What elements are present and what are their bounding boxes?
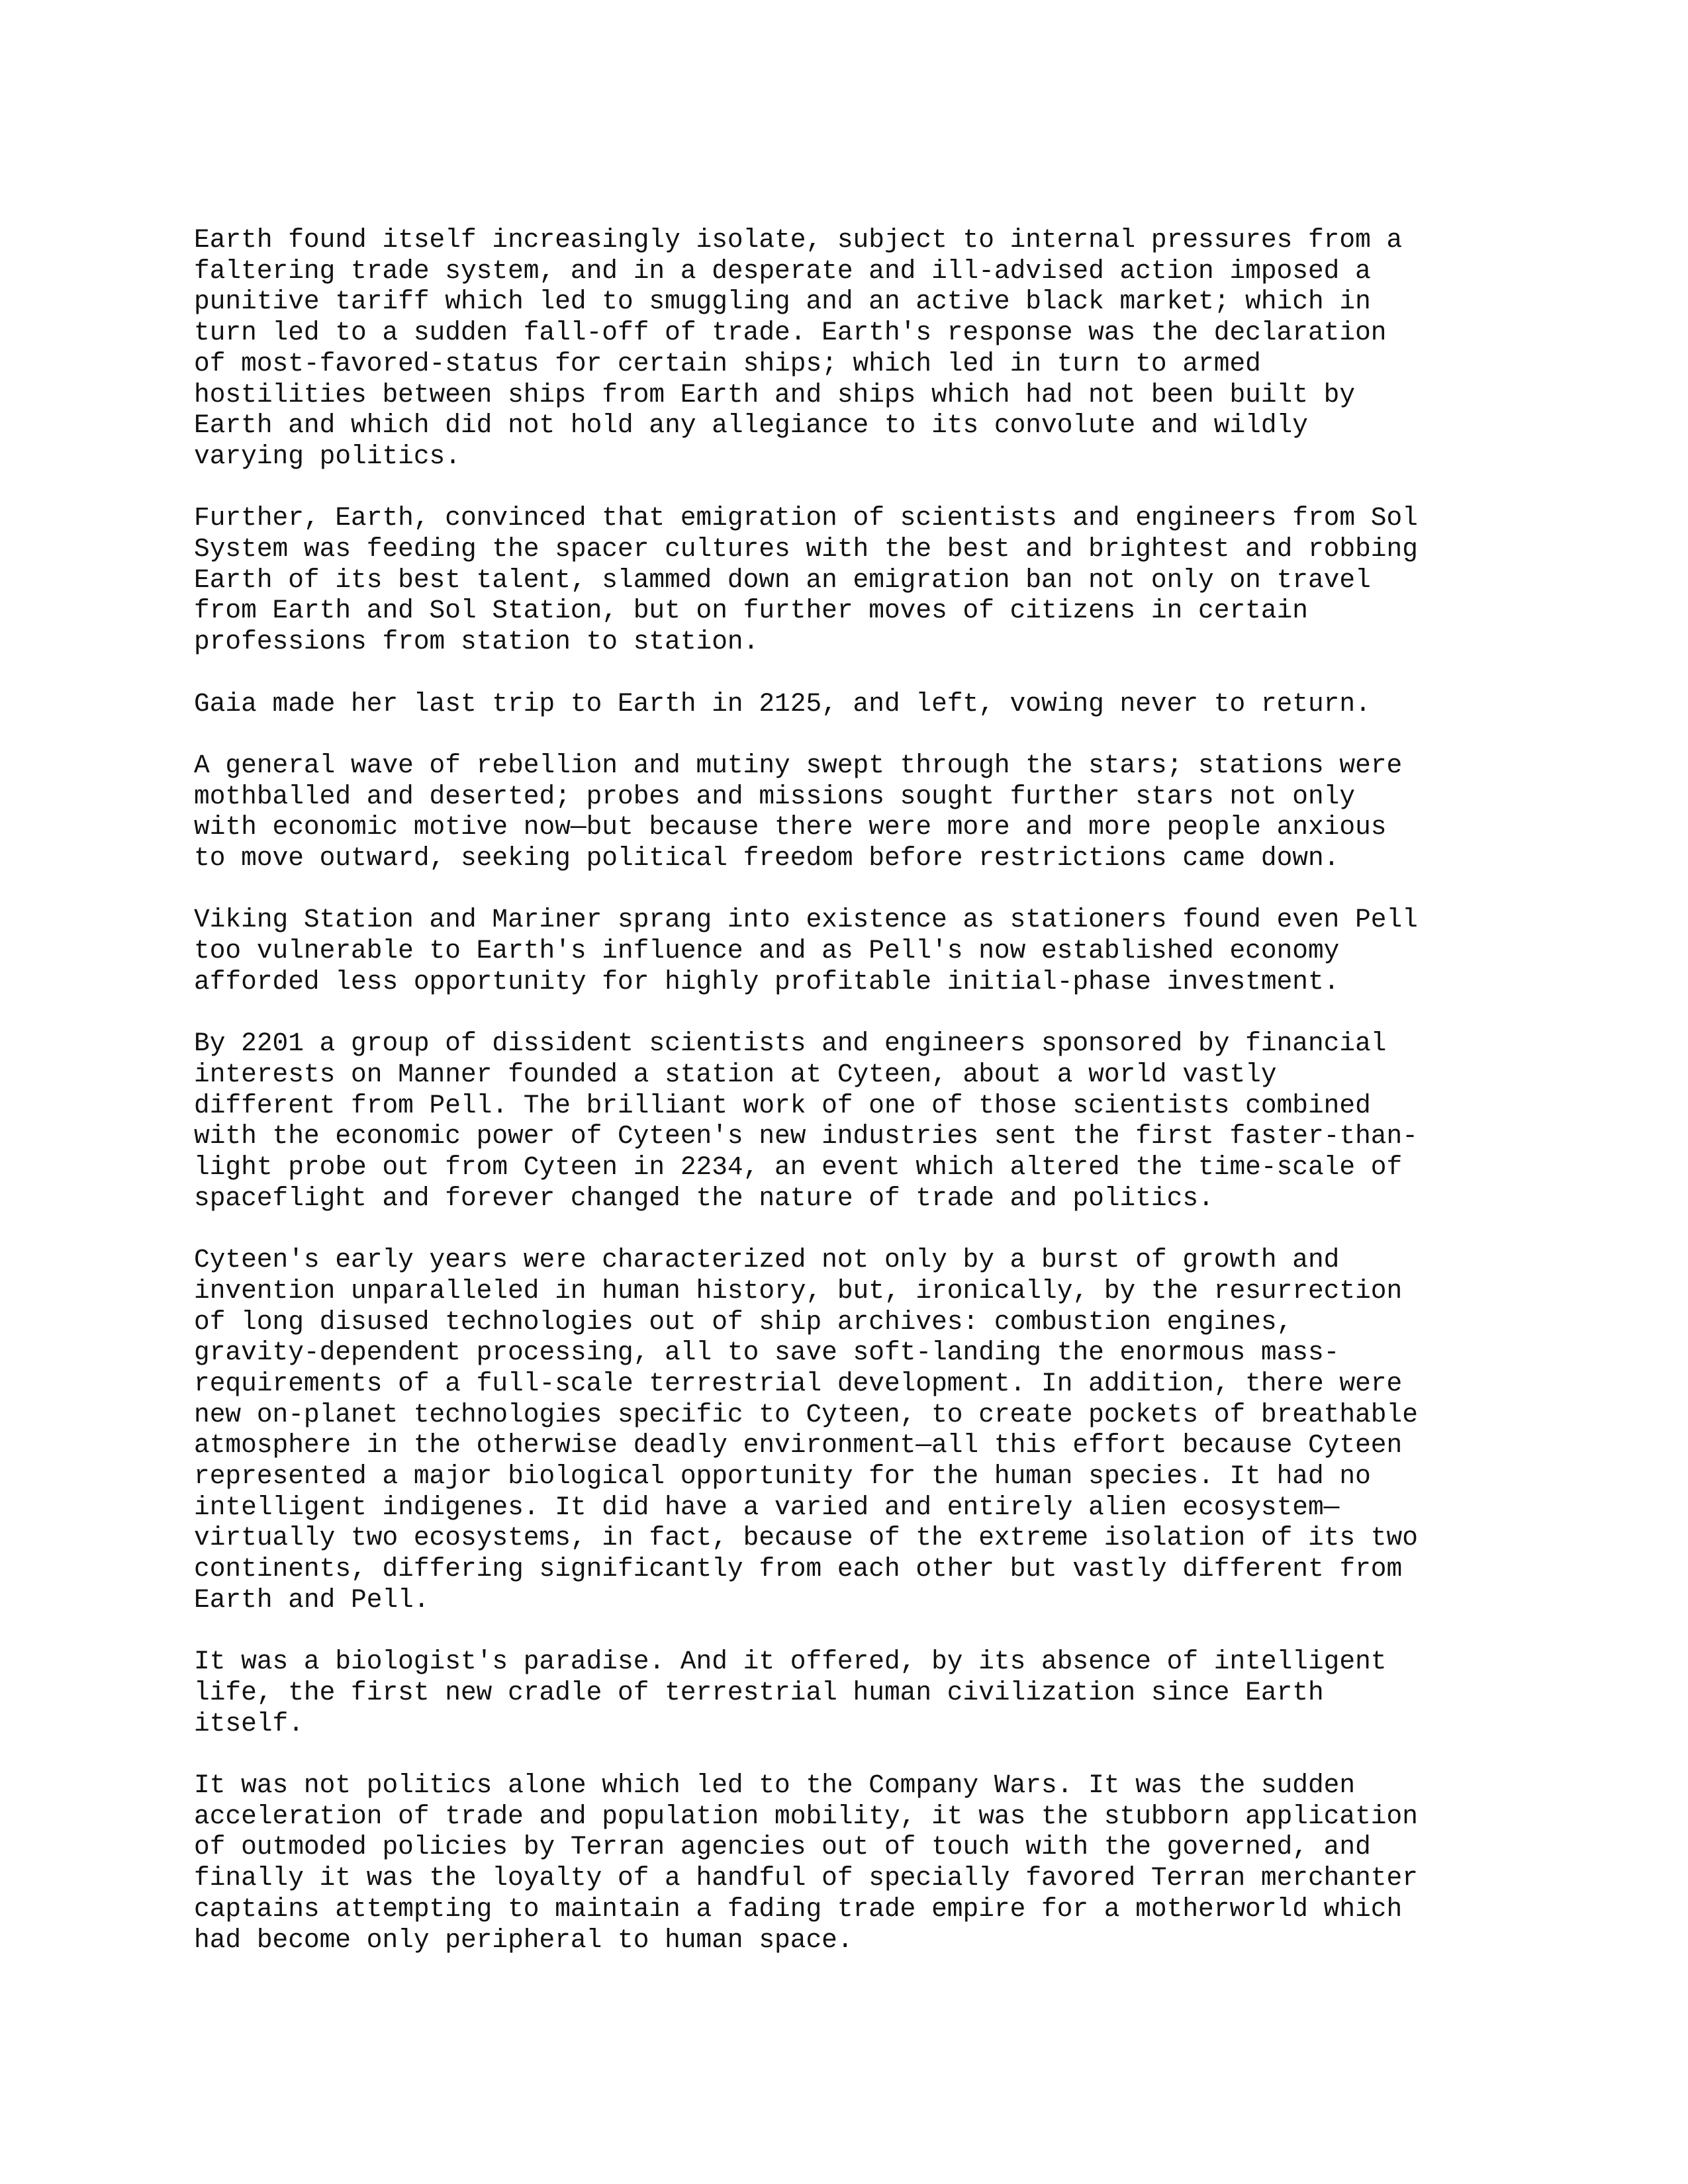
text-line: Viking Station and Mariner sprang into existence as stationers found even Pell (194, 905, 1418, 935)
text-line: punitive tariff which led to smuggling and an active black market; which in (194, 287, 1371, 317)
text-line: afforded less opportunity for highly profitable initial-phase investment. (194, 966, 1340, 997)
paragraph (194, 905, 1518, 997)
text-line: Further, Earth, convinced that emigration of scientists and engineers from Sol (194, 503, 1418, 533)
text-line: captains attempting to maintain a fading trade empire for a motherworld which (194, 1893, 1403, 1924)
text-line: of long disused technologies out of ship archives: combustion engines, (194, 1306, 1293, 1337)
text-line: By 2201 a group of dissident scientists and engineers sponsored by financial (194, 1028, 1387, 1059)
text-line: had become only peripheral to human space. (194, 1925, 853, 1955)
text-line: atmosphere in the otherwise deadly environment—all this effort because Cyteen (194, 1430, 1403, 1461)
text-line: too vulnerable to Earth's influence and as Pell's now established economy (194, 936, 1340, 966)
text-line: acceleration of trade and population mobility, it was the stubborn application (194, 1801, 1418, 1831)
text-line: It was not politics alone which led to the Company Wars. It was the sudden (194, 1770, 1356, 1801)
text-line: varying politics. (194, 441, 461, 471)
text-line: with economic motive now—but because there were more and more people anxious (194, 812, 1387, 842)
text-line: Earth found itself increasingly isolate, subject to internal pressures from a (194, 225, 1403, 255)
text-line: mothballed and deserted; probes and missions sought further stars not only (194, 781, 1356, 811)
body-text (194, 225, 1518, 1987)
text-line: Cyteen's early years were characterized not only by a burst of growth and (194, 1245, 1340, 1275)
text-line: itself. (194, 1708, 304, 1739)
text-line: life, the first new cradle of terrestrial human civilization since Earth (194, 1677, 1324, 1707)
text-line: Gaia made her last trip to Earth in 2125, and left, vowing never to return. (194, 688, 1371, 719)
paragraph (194, 1647, 1518, 1739)
text-line: gravity-dependent processing, all to save soft-landing the enormous mass- (194, 1338, 1340, 1368)
paragraph (194, 1770, 1518, 1956)
text-line: of most-favored-status for certain ships; which led in turn to armed (194, 348, 1261, 379)
text-line: finally it was the loyalty of a handful of specially favored Terran merchanter (194, 1863, 1418, 1893)
paragraph (194, 225, 1518, 473)
text-line: intelligent indigenes. It did have a varied and entirely alien ecosystem— (194, 1492, 1340, 1522)
text-line: interests on Manner founded a station at Cyteen, about a world vastly (194, 1059, 1277, 1089)
text-line: turn led to a sudden fall-off of trade. Earth's response was the declaration (194, 318, 1387, 348)
text-line: new on-planet technologies specific to Cyteen, to create pockets of breathable (194, 1399, 1418, 1430)
text-line: faltering trade system, and in a desperate and ill-advised action imposed a (194, 255, 1371, 286)
text-line: System was feeding the spacer cultures with the best and brightest and robbing (194, 534, 1418, 565)
text-line: to move outward, seeking political freedom before restrictions came down. (194, 843, 1340, 874)
text-line: Earth and which did not hold any allegiance to its convolute and wildly (194, 410, 1308, 441)
text-line: different from Pell. The brilliant work of one of those scientists combined (194, 1090, 1371, 1120)
text-line: light probe out from Cyteen in 2234, an event which altered the time-scale of (194, 1152, 1403, 1183)
paragraph (194, 503, 1518, 658)
text-line: represented a major biological opportunity for the human species. It had no (194, 1461, 1371, 1492)
text-line: It was a biologist's paradise. And it offered, by its absence of intelligent (194, 1647, 1387, 1677)
text-line: A general wave of rebellion and mutiny swept through the stars; stations were (194, 750, 1403, 780)
paragraph (194, 689, 1518, 720)
text-line: requirements of a full-scale terrestrial development. In addition, there were (194, 1368, 1403, 1398)
text-line: of outmoded policies by Terran agencies out of touch with the governed, and (194, 1832, 1371, 1862)
text-line: continents, differing significantly from each other but vastly different from (194, 1554, 1403, 1584)
text-line: invention unparalleled in human history, but, ironically, by the resurrection (194, 1275, 1403, 1306)
text-line: Earth and Pell. (194, 1584, 430, 1615)
text-line: professions from station to station. (194, 627, 759, 657)
text-line: spaceflight and forever changed the nature of trade and politics. (194, 1183, 1214, 1213)
paragraph (194, 751, 1518, 874)
paragraph (194, 1028, 1518, 1214)
text-line: hostilities between ships from Earth and ships which had not been built by (194, 379, 1356, 410)
text-line: virtually two ecosystems, in fact, because of the extreme isolation of its two (194, 1523, 1418, 1553)
paragraph (194, 1245, 1518, 1615)
text-line: with the economic power of Cyteen's new industries sent the first faster-than- (194, 1121, 1418, 1152)
text-line: Earth of its best talent, slammed down an emigration ban not only on travel (194, 565, 1371, 595)
text-line: from Earth and Sol Station, but on further moves of citizens in certain (194, 596, 1308, 626)
